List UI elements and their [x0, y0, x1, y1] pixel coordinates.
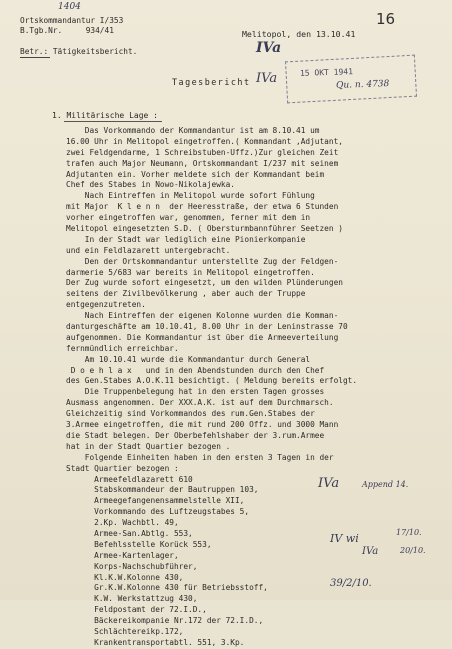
text-line: K.W. Werkstattzug 430, [66, 594, 198, 604]
margin-note-1: IVa [318, 476, 340, 491]
text-line: Armee-Kartenlager, [66, 550, 179, 560]
text-line: In der Stadt war lediglich eine Pionierkompanie [66, 234, 306, 244]
stamp-date: 15 OKT 1941 [299, 67, 354, 78]
text-line: 16.00 Uhr in Melitopol eingetroffen.( Kommandant ,Adjutant, [66, 136, 343, 146]
text-line: Nach Eintreffen in Melitopol wurde sofort Fühlung [66, 191, 315, 201]
text-line: danturgeschäfte am 10.10.41, 8.00 Uhr in der Leninstrasse 70 [66, 322, 348, 332]
text-line: Bäckereikompanie Nr.172 der 72.I.D., [66, 616, 264, 626]
text-line: D o e h l a x und in den Abendstunden durch den Chef [66, 365, 325, 375]
text-line: Feldpostamt der 72.I.D., [66, 605, 207, 615]
margin-note-1b: Append 14. [362, 480, 409, 489]
text-line: Das Vorkommando der Kommandantur ist am 8.10.41 um [66, 126, 320, 135]
text-line: Gr.K.W.Kolonne 430 für Betriebsstoff, [66, 583, 268, 593]
text-line: 2.Kp. Wachbtl. 49, [66, 518, 179, 528]
stamp-handwriting: Qu. n. 4738 [335, 79, 390, 91]
text-line: Gleichzeitig sind Vorkommandos des rum.Gen.Stabes der [66, 409, 315, 419]
text-line: Armeefeldlazarett 610 [66, 474, 193, 484]
text-line: zwei Feldgendarme, 1 Schreibstuben-Uffz.)Zur gleichen Zeit [66, 147, 339, 157]
text-line: entgegenzutreten. [66, 300, 146, 310]
section-underline [64, 121, 162, 122]
text-line: Armeegefangenensammelstelle XII, [66, 496, 245, 506]
handwritten-ref: IVa [256, 40, 282, 56]
text-line: Vorkommando des Luftzeugstabes 5, [66, 507, 250, 517]
text-line: fernmündlich erreichbar. [66, 343, 179, 353]
sender-line-1: Ortskommandantur I/353 [20, 16, 124, 25]
text-line: seitens der Zivilbevölkerung , aber auch der Truppe [66, 289, 306, 299]
text-line: Schlächtereikp.172, [66, 626, 184, 636]
text-line: Stabskommandeur der Bautruppen 103, [66, 485, 259, 495]
text-line: Kl.K.W.Kolonne 430, [66, 572, 184, 582]
received-stamp [285, 55, 417, 104]
report-title: Tagesbericht [172, 77, 251, 87]
text-line: Am 10.10.41 wurde die Kommandantur durch General [66, 354, 311, 364]
sender-line-2: B.Tgb.Nr. 934/41 [20, 26, 114, 35]
text-line: Befehlsstelle Korück 553, [66, 539, 212, 549]
text-line: Chef des Stabes in Nowo-Nikolajewka. [66, 180, 235, 190]
page-number: 16 [376, 10, 396, 28]
text-line: Die Truppenbelegung hat in den ersten Tagen grosses [66, 387, 325, 397]
marginal-note: 1404 [58, 2, 81, 12]
margin-note-2: IV wi [330, 532, 359, 545]
margin-note-3b: 20/10. [400, 546, 426, 555]
text-line: des Gen.Stabes A.O.K.11 besichtigt. ( Meldung bereits erfolgt. [66, 376, 358, 386]
text-line: darmerie 5/683 war bereits in Melitopol eingetroffen. [66, 267, 315, 277]
text-line: Krankentransportabtl. 551, 3.Kp. [66, 637, 245, 647]
text-line: Korps-Nachschubführer, [66, 561, 198, 571]
text-line: Stadt Quartier bezogen : [66, 463, 179, 473]
text-line: Adjutanten ein. Vorher meldete sich der Kommandant beim [66, 169, 325, 179]
text-line: 3.Armee eingetroffen, die mit rund 200 Offz. und 3000 Mann [66, 420, 339, 430]
text-line: mit Major K l e n n der Heeresstraße, der etwa 6 Stunden [66, 202, 339, 212]
margin-note-4: 39/2/10. [330, 578, 372, 589]
text-line: Ausmass angenommen. Der XXX.A.K. ist auf dem Durchmarsch. [66, 398, 334, 408]
text-line: Armee-San.Abtlg. 553, [66, 528, 193, 538]
text-line: aufgenommen. Die Kommandantur ist über die Armeeverteilung [66, 332, 339, 342]
text-line: trafen auch Major Neumann, Ortskommandant I/237 mit seinem [66, 158, 339, 168]
text-line: vorher eingetroffen war, genommen, ferner mit dem in [66, 213, 311, 223]
text-line: Der Zug wurde sofort eingesetzt, um den wilden Plünderungen [66, 278, 343, 288]
text-line: Nach Eintreffen der eigenen Kolonne wurden die Komman- [66, 311, 339, 321]
subject-underline [20, 57, 50, 58]
section-heading: 1. Militärische Lage : [52, 111, 158, 120]
text-line: Den der Ortskommandantur unterstellte Zug der Feldgen- [66, 256, 339, 266]
text-line: Folgende Einheiten haben in den ersten 3 Tagen in der [66, 452, 334, 462]
title-handwriting: IVa [256, 71, 278, 86]
subject-line: Betr.: Tätigkeitsbericht. [20, 47, 138, 56]
text-line: und ein Feldlazarett untergebracht. [66, 245, 231, 255]
text-line: hat in der Stadt Quartier bezogen . [66, 441, 231, 451]
margin-note-3: IVa [362, 546, 379, 557]
text-line: Melitopol eingesetzten S.D. ( Obersturmbannführer Seetzen ) [66, 224, 343, 234]
report-body [66, 126, 446, 649]
margin-note-2b: 17/10. [396, 528, 422, 537]
text-line: die Stadt belegen. Der Oberbefehlshaber der 3.rum.Armee [66, 430, 325, 440]
place-date: Melitopol, den 13.10.41 [242, 29, 356, 39]
